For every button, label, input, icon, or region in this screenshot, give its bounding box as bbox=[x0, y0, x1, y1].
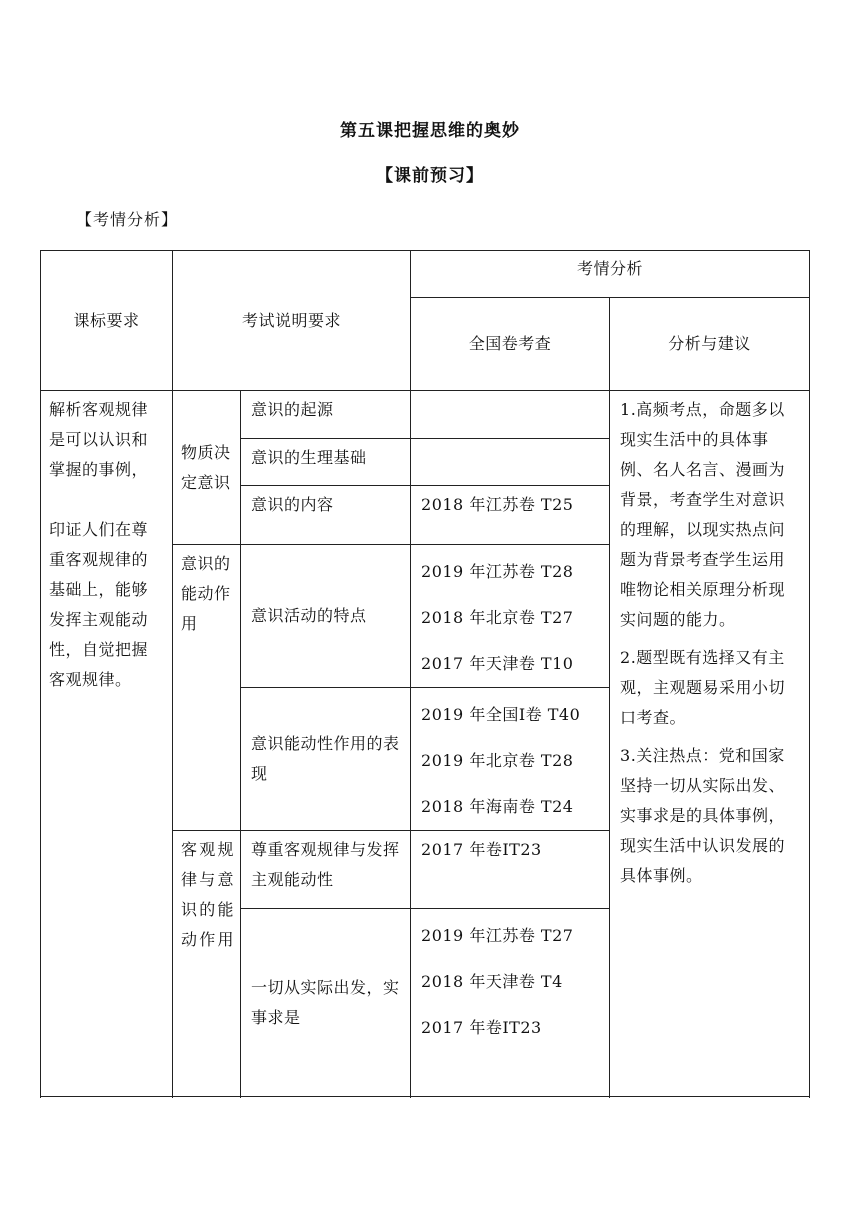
header-kebiao: 课标要求 bbox=[41, 251, 173, 391]
exam-ref: 2018 年海南卷 T24 bbox=[421, 797, 574, 816]
exam-cell bbox=[411, 439, 610, 486]
exam-cell bbox=[411, 909, 610, 1097]
topic-cell: 意识的内容 bbox=[241, 486, 411, 545]
kebiao-text-2: 印证人们在尊重客观规律的基础上，能够发挥主观能动性，自觉把握客观规律。 bbox=[49, 520, 149, 689]
header-quanguo: 全国卷考查 bbox=[411, 298, 610, 391]
exam-ref: 2019 年全国Ⅰ卷 T40 bbox=[421, 705, 581, 724]
section-heading: 【考情分析】 bbox=[76, 210, 179, 229]
page-subtitle: 【课前预习】 bbox=[376, 166, 484, 186]
analysis-point-1: 1.高频考点，命题多以现实生活中的具体事例、名人名言、漫画为背景，考查学生对意识的理解，以现实热点问题为背景考查学生运用唯物论相关原理分析现实问题的能力。 bbox=[620, 400, 786, 629]
kebiao-cell bbox=[41, 391, 173, 1097]
analysis-point-2: 2.题型既有选择又有主观，主观题易采用小切口考查。 bbox=[620, 648, 786, 727]
analysis-point-3: 3.关注热点：党和国家坚持一切从实际出发、实事求是的具体事例，现实生活中认识发展的具体事例。 bbox=[620, 746, 786, 885]
header-kaoshi: 考试说明要求 bbox=[173, 251, 411, 391]
exam-ref: 2017 年卷ⅠT23 bbox=[421, 840, 542, 859]
exam-ref: 2019 年江苏卷 T27 bbox=[421, 926, 574, 945]
header-fenxi: 分析与建议 bbox=[610, 298, 810, 391]
exam-ref: 2017 年天津卷 T10 bbox=[421, 654, 574, 673]
header-kaoqing: 考情分析 bbox=[411, 251, 810, 298]
exam-ref: 2019 年北京卷 T28 bbox=[421, 751, 574, 770]
topic-cell: 意识的起源 bbox=[241, 391, 411, 439]
category-cell: 意识的能动作用 bbox=[173, 545, 241, 831]
category-cell: 物质决定意识 bbox=[173, 391, 241, 545]
topic-cell: 意识的生理基础 bbox=[241, 439, 411, 486]
exam-cell bbox=[411, 688, 610, 831]
category-cell: 客观规律与意识的能动作用 bbox=[173, 831, 241, 1097]
exam-analysis-table bbox=[40, 250, 810, 1097]
exam-ref: 2017 年卷ⅠT23 bbox=[421, 1018, 542, 1037]
exam-cell bbox=[411, 831, 610, 909]
topic-cell: 一切从实际出发，实事求是 bbox=[241, 909, 411, 1097]
exam-ref: 2019 年江苏卷 T28 bbox=[421, 562, 574, 581]
kebiao-text-1: 解析客观规律是可以认识和掌握的事例， bbox=[49, 400, 149, 479]
page-title: 第五课把握思维的奥妙 bbox=[340, 121, 520, 141]
topic-cell: 尊重客观规律与发挥主观能动性 bbox=[241, 831, 411, 909]
analysis-cell bbox=[610, 391, 810, 1097]
exam-ref: 2018 年天津卷 T4 bbox=[421, 972, 563, 991]
topic-cell: 意识能动性作用的表现 bbox=[241, 688, 411, 831]
topic-cell: 意识活动的特点 bbox=[241, 545, 411, 688]
exam-cell bbox=[411, 391, 610, 439]
exam-ref: 2018 年北京卷 T27 bbox=[421, 608, 574, 627]
exam-cell bbox=[411, 486, 610, 545]
exam-cell bbox=[411, 545, 610, 688]
exam-ref: 2018 年江苏卷 T25 bbox=[421, 495, 574, 514]
